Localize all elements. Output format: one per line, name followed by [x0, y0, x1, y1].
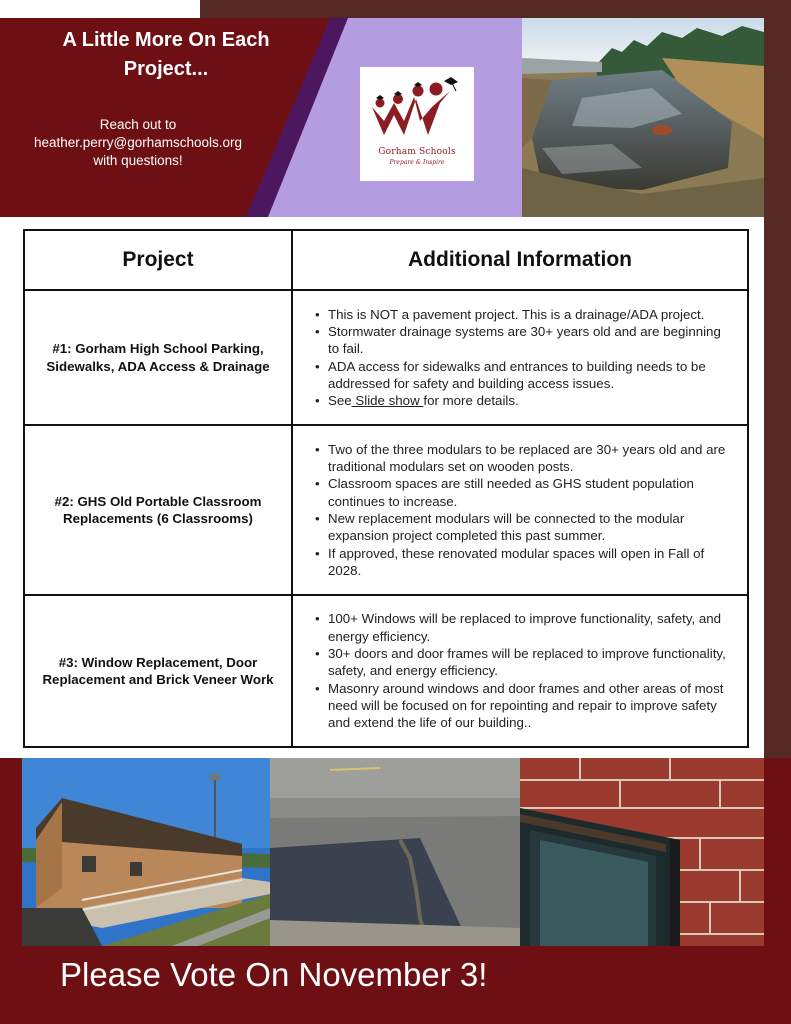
project-info-1 [292, 290, 748, 425]
list-item [328, 392, 733, 409]
slide-show-link[interactable]: Slide show [351, 393, 424, 409]
project-name-2: #2: GHS Old Portable Classroom Replacements (6 Classrooms) [24, 425, 292, 595]
see-suffix: for more details. [423, 393, 519, 409]
project-info-2 [292, 425, 748, 595]
table-row [24, 425, 748, 595]
list-item: • If approved, these renovated modular spaces will open in Fall of 2028. [328, 545, 733, 580]
list-item: • 30+ doors and door frames will be replaced to improve functionality, safety, and energy efficiency. [328, 645, 733, 680]
list-item: • Classroom spaces are still needed as GHS student population continues to increase. [328, 475, 733, 510]
logo-figures-icon [368, 77, 466, 143]
bullet-list [328, 441, 733, 579]
vote-banner-text: Please Vote On November 3! [60, 956, 488, 993]
contact-email-link[interactable]: heather.perry@gorhamschools.org [33, 135, 243, 150]
table-header-row [24, 230, 748, 290]
header-additional-info: Additional Information [292, 230, 748, 290]
list-item: • 100+ Windows will be replaced to improve functionality, safety, and energy efficiency. [328, 610, 733, 645]
page-title: A Little More On Each Project... [62, 29, 270, 80]
brick-window-photo [520, 758, 764, 946]
gorham-schools-logo [360, 67, 474, 181]
table-row [24, 290, 748, 425]
list-item: • Two of the three modulars to be replaced are 30+ years old and are traditional modulars set on wooden posts. [328, 441, 733, 476]
list-item: • Masonry around windows and door frames and other areas of most need will be focused on for repointing and repair to improve safety and extend the life of our building.. [328, 680, 733, 732]
project-name-3: #3: Window Replacement, Door Replacement and Brick Veneer Work [24, 595, 292, 747]
bullet-list [328, 306, 733, 410]
cracked-pavement-photo [270, 758, 520, 946]
list-item: • Stormwater drainage systems are 30+ years old and are beginning to fail. [328, 323, 733, 358]
list-item: • This is NOT a pavement project. This is a drainage/ADA project. [328, 306, 733, 323]
logo-tagline: Prepare & Inspire [389, 159, 445, 166]
drainage-pond-photo [522, 18, 764, 217]
project-info-table [23, 229, 749, 748]
project-info-3 [292, 595, 748, 747]
contact-line-1: Reach out to [99, 117, 177, 132]
see-prefix: See [328, 393, 352, 409]
project-name-1: #1: Gorham High School Parking, Sidewalks, ADA Access & Drainage [24, 290, 292, 425]
right-rail [764, 18, 791, 758]
contact-info [18, 116, 258, 170]
top-strip [0, 0, 791, 18]
list-item: • ADA access for sidewalks and entrances to building needs to be addressed for safety and building access issues. [328, 358, 733, 393]
logo-name: Gorham Schools [378, 147, 456, 157]
contact-line-3: with questions! [93, 153, 183, 168]
top-strip-dark [200, 0, 791, 18]
header-project: Project [24, 230, 292, 290]
list-item: • New replacement modulars will be connected to the modular expansion project completed this past summer. [328, 510, 733, 545]
portable-classroom-photo [22, 758, 270, 946]
table-row [24, 595, 748, 747]
bullet-list [328, 610, 733, 731]
header-banner [0, 18, 764, 217]
